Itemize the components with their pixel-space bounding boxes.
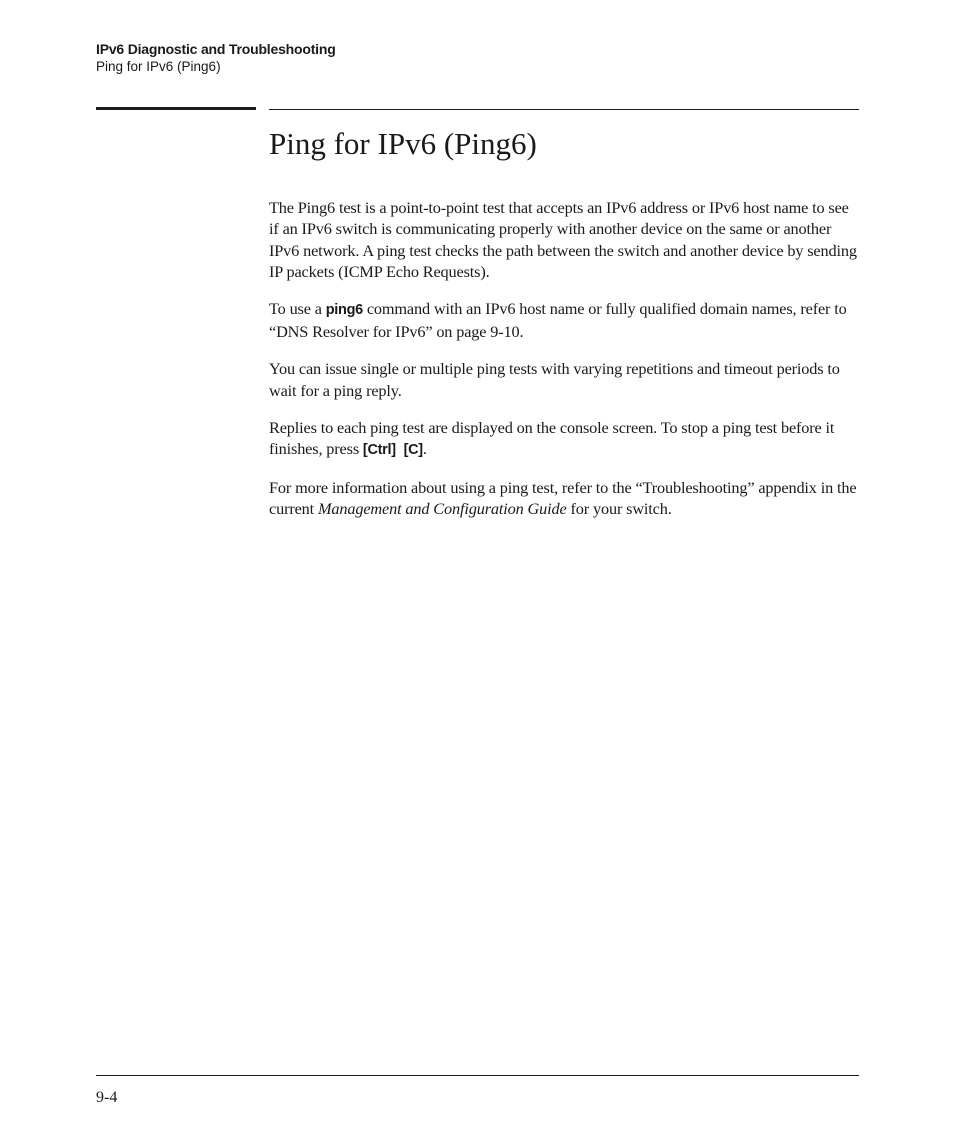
page-number: 9-4 [96,1089,118,1106]
text-segment: for your switch. [566,499,672,519]
header-rule-thin [269,109,859,110]
paragraph-intro: The Ping6 test is a point-to-point test that accepts an IPv6 address or IPv6 host name to see if an IPv6 switch is communicating properly with another device on the same or another IPv6 network. A ping test checks the path between the switch and another device by sending IP packets (ICMP Echo Requests). [269,198,857,281]
chapter-title: IPv6 Diagnostic and Troubleshooting [96,41,336,57]
section-title: Ping for IPv6 (Ping6) [96,59,221,74]
text-segment: command with an IPv6 host name or fully qualified domain names, refer to “DNS Resolver for IPv6” on page 9-10. [269,298,847,342]
key-c: [C] [403,442,423,459]
text-segment: To use a [269,298,326,318]
footer-rule [96,1075,859,1076]
command-ping6: ping6 [325,301,363,318]
body-text [269,197,859,536]
paragraph-more-info [269,477,859,520]
paragraph-stop-ping [269,417,859,462]
key-ctrl: [Ctrl] [362,442,396,459]
text-segment: Replies to each ping test are displayed on the console screen. To stop a ping test before it finishes, press [269,417,835,459]
guide-title: Management and Configuration Guide [317,499,567,519]
text-segment: . [422,439,427,459]
paragraph-ping-tests: You can issue single or multiple ping tests with varying repetitions and timeout periods to wait for a ping reply. [269,359,840,400]
page-title: Ping for IPv6 (Ping6) [269,126,537,161]
paragraph-dns-reference [269,298,859,343]
text-segment: For more information about using a ping test, refer to the “Troubleshooting” appendix in the current [269,478,857,519]
running-header [96,40,336,76]
header-rule-thick [96,107,256,110]
